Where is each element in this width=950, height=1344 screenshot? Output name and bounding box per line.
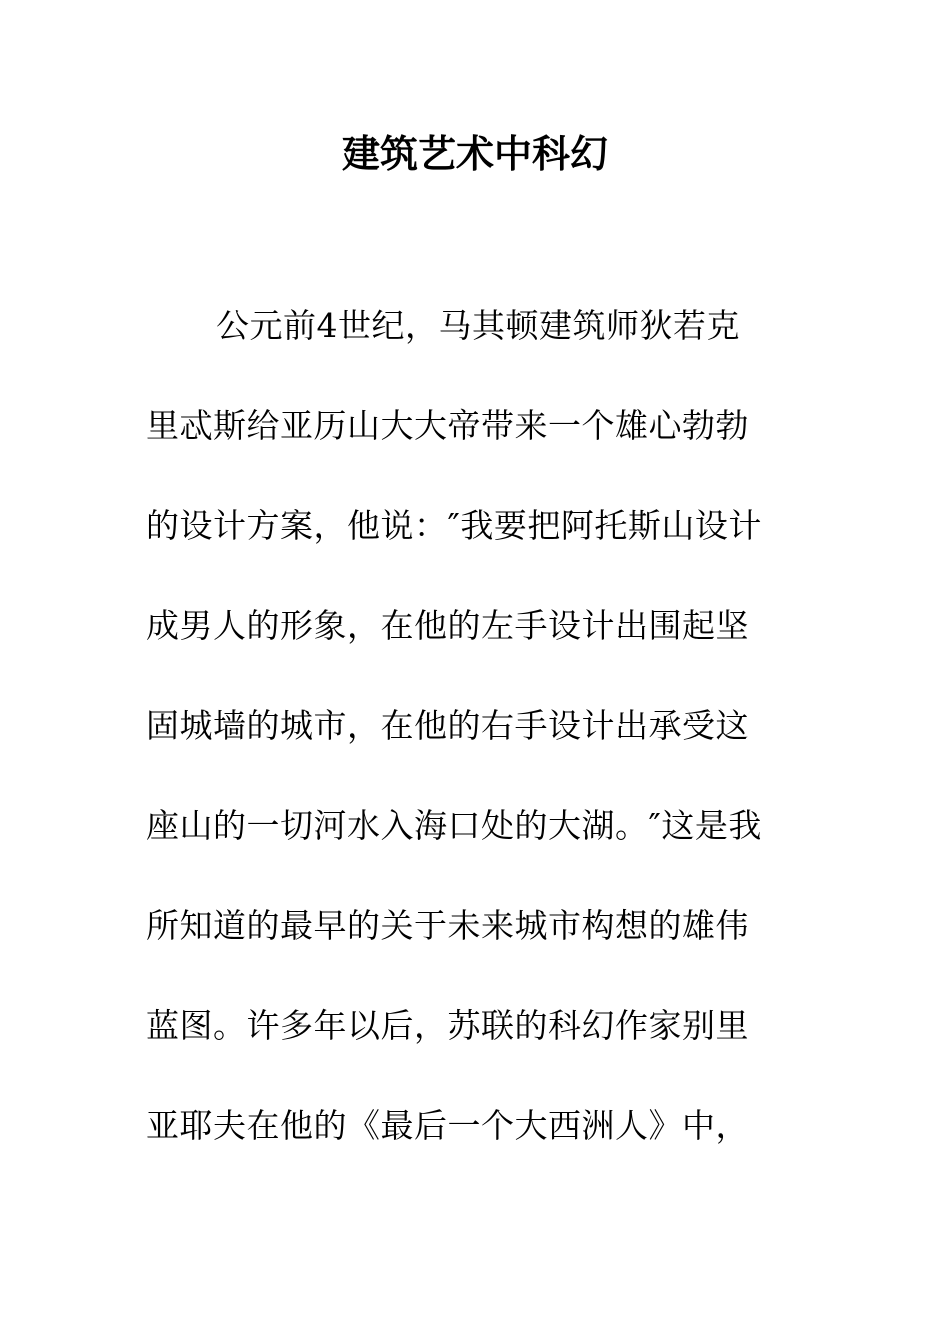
paragraph-line: 所知道的最早的关于未来城市构想的雄伟: [146, 906, 749, 945]
paragraph-line: 亚耶夫在他的《最后一个大西洲人》中，: [146, 1106, 749, 1145]
paragraph-line: 里忒斯给亚历山大大帝带来一个雄心勃勃: [146, 406, 749, 445]
paragraph-line: 座山的一切河水入海口处的大湖。″这是我: [146, 806, 762, 845]
paragraph-line: 公元前4世纪，马其顿建筑师狄若克: [216, 306, 740, 345]
paragraph-line: 的设计方案，他说：″我要把阿托斯山设计: [146, 506, 762, 545]
paragraph: [146, 300, 806, 1200]
paragraph-line: 成男人的形象，在他的左手设计出围起坚: [146, 606, 749, 645]
paragraph-line: 固城墙的城市，在他的右手设计出承受这: [146, 706, 749, 745]
document-title: 建筑艺术中科幻: [341, 132, 608, 176]
paragraph-line: 蓝图。许多年以后，苏联的科幻作家别里: [146, 1006, 749, 1045]
